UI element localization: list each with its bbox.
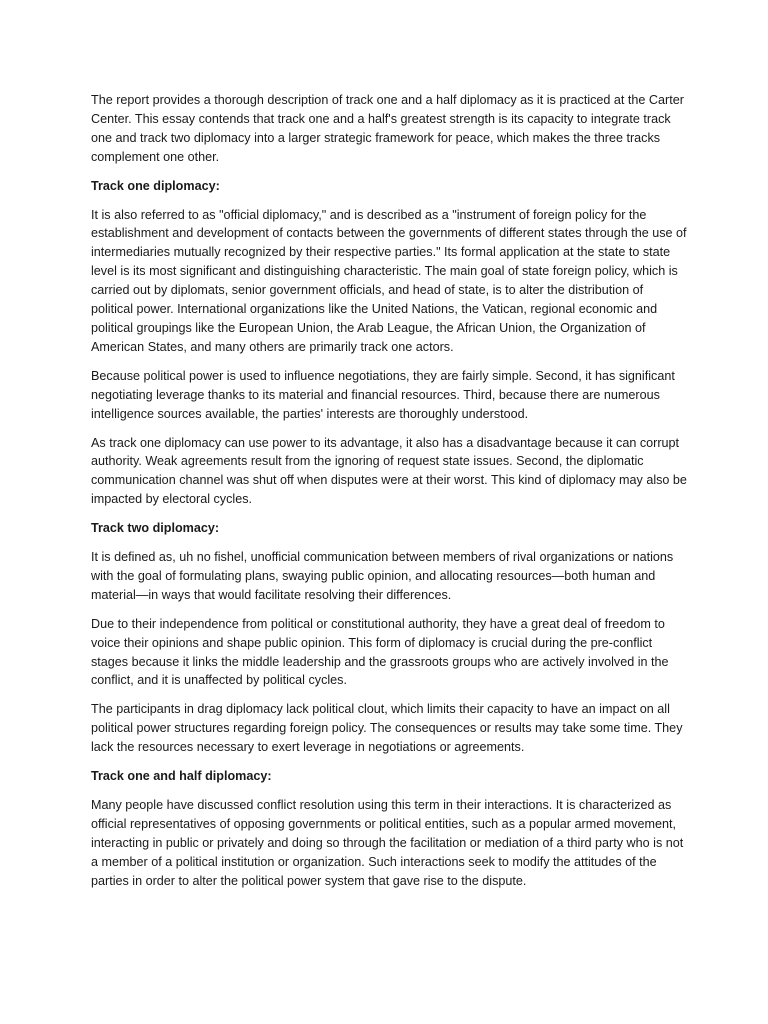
track-two-paragraph-1: It is defined as, uh no fishel, unofficial communication between members of rival organizations or nations with the goal of formulating plans, swaying public opinion, and allocating resources—both human and material—in ways that would facilitate resolving their differences. bbox=[91, 550, 674, 602]
section-heading-track-two: Track two diplomacy: bbox=[91, 521, 220, 536]
track-one-paragraph-3: As track one diplomacy can use power to its advantage, it also has a disadvantage because it can corrupt authority. Weak agreements result from the ignoring of request state issues. Second, the diplomatic communication channel was shut off when disputes were at their worst. This kind of diplomacy may also be impacted by electoral cycles. bbox=[91, 435, 687, 507]
section-heading-track-one: Track one diplomacy: bbox=[91, 178, 220, 193]
track-one-paragraph-1: It is also referred to as "official diplomacy," and is described as a "instrument of foreign policy for the establishment and development of contacts between the governments of different states through the use of intermediaries mutually recognized by their respective parties." Its formal application at the state to state level is its most significant and distinguishing characteristic. The main goal of state foreign policy, which is carried out by diplomats, senior government officials, and head of state, is to alter the distribution of political power. International organizations like the United Nations, the Vatican, regional economic and political groupings like the European Union, the Arab League, the African Union, the Organization of American States, and many others are primarily track one actors. bbox=[91, 207, 687, 354]
document-body bbox=[91, 91, 687, 901]
track-one-and-half-paragraph-1: Many people have discussed conflict resolution using this term in their interactions. It is characterized as official representatives of opposing governments or political entities, such as a popular armed movement, interacting in public or privately and doing so through the facilitation or mediation of a third party who is not a member of a political institution or organization. Such interactions seek to modify the attitudes of the parties in order to alter the political power system that gave rise to the dispute. bbox=[91, 798, 684, 888]
track-one-paragraph-2: Because political power is used to influence negotiations, they are fairly simple. Second, it has significant negotiating leverage thanks to its material and financial resources. Third, because there are numerous intelligence sources available, the parties' interests are thoroughly understood. bbox=[91, 368, 675, 421]
track-two-paragraph-3: The participants in drag diplomacy lack political clout, which limits their capacity to have an impact on all political power structures regarding foreign policy. The consequences or results may take some time. They lack the resources necessary to exert leverage in negotiations or agreements. bbox=[91, 702, 683, 755]
track-two-paragraph-2: Due to their independence from political or constitutional authority, they have a great deal of freedom to voice their opinions and shape public opinion. This form of diplomacy is crucial during the pre-conflict stages because it links the middle leadership and the grassroots groups who are actively involved in the conflict, and it is unaffected by political cycles. bbox=[91, 616, 669, 688]
intro-paragraph: The report provides a thorough description of track one and a half diplomacy as it is practiced at the Carter Center. This essay contends that track one and a half's greatest strength is its capacity to integrate track one and track two diplomacy into a larger strategic framework for peace, which makes the three tracks complement one other. bbox=[91, 93, 684, 164]
section-heading-track-one-and-half: Track one and half diplomacy: bbox=[91, 769, 272, 784]
